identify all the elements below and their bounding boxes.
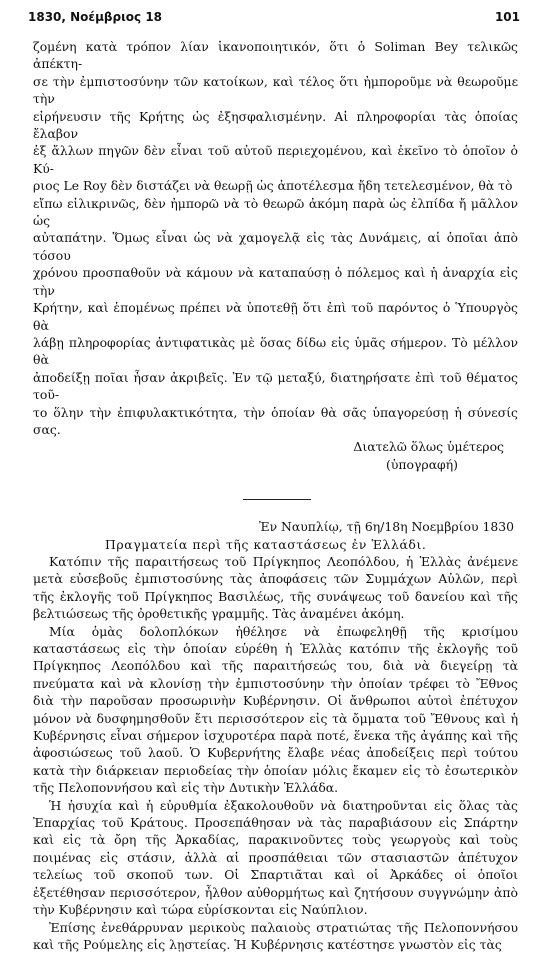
report-paragraph: Ἐπίσης ἐνεθάρρυναν μερικοὺς παλαιοὺς στρατιώτας τῆς Πελοποννήσου καὶ τῆς Ρούμελης εἰς λῃστείας. Ἡ Κυβέρνησις κατέστησε γνωστὸν εἰς τὰς xyxy=(33,919,518,953)
letter-line: σε τὴν ἐμπιστοσύνην τῶν κατοίκων, καὶ τέλος ὅτι ἠμποροῦμε νὰ θεωροῦμε τὴν xyxy=(33,73,518,108)
letter-line: το ὅλην τὴν ἐπιφυλακτικότητα, τὴν ὁποίαν θὰ σᾶς ὑπαγορεύσῃ ἡ σύνεσίς σας. xyxy=(33,404,518,439)
report-paragraph: Μία ὁμὰς δολοπλόκων ἠθέλησε νὰ ἐπωφεληθῇ τῆς κρισίμου καταστάσεως εἰς τὴν ὁποίαν εὑρέθη ἡ Ἑλλὰς κατόπιν τῆς ἐκλογῆς τοῦ Πρίγκηπος Λεοπόλδου καὶ τῆς παραιτήσεώς του, διὰ νὰ διεγείρῃ τὰ πνεύματα καὶ νὰ κλονίσῃ τὴν ἐμπιστοσύνην τὴν ὁποίαν τρέφει τὸ Ἔθνος διὰ τὴν παροῦσαν προσωρινὴν Κυβέρνησιν. Οἱ ἄνθρωποι αὐτοὶ ἐπέτυχον μόνον νὰ δυσφημησθοῦν ἔτι περισσότερον εἰς τὰ ὄμματα τοῦ Ἔθνους καὶ ἡ Κυβέρνησις εἶναι σήμερον ἰσχυροτέρα παρὰ ποτέ, ἕνεκα τῆς ἀγάπης καὶ τῆς ἀφοσιώσεως τοῦ λαοῦ. Ὁ Κυβερνήτης ἔλαβε νέας ἀποδείξεις περὶ τούτου κατὰ τὴν διάρκειαν περιοδείας τὴν ὁποίαν μόλις ἔκαμεν εἰς τὸ ἐσωτερικὸν τῆς Πελοποννήσου καὶ εἰς τὴν Δυτικὴν Ἑλλάδα. xyxy=(33,623,518,797)
letter-line: ἐξ ἄλλων πηγῶν δὲν εἶναι τοῦ αὐτοῦ περιεχομένου, καὶ ἐκεῖνο τὸ ὁποῖον ὁ Κύ- xyxy=(33,142,518,177)
letter-line: εἰρήνευσιν τῆς Κρήτης ὡς ἐξησφαλισμένην. Αἱ πληροφορίαι τὰς ὁποίας ἔλαβον xyxy=(33,108,518,143)
letter-line: ριος Le Roy δὲν διστάζει νὰ θεωρῇ ὡς ἀποτέλεσμα ἤδη τετελεσμένον, θὰ τὸ xyxy=(33,177,518,194)
letter-line: ἀποδείξῃ ποῖαι ἦσαν ἀκριβεῖς. Ἐν τῷ μεταξύ, διατηρήσατε ἐπὶ τοῦ θέματος τοῦ- xyxy=(33,369,518,404)
letter-line: εἴπω εἰλικρινῶς, δὲν ἠμπορῶ νὰ τὸ θεωρῶ ἀκόμη παρὰ ὡς ἐλπίδα ἤ μᾶλλον ὡς xyxy=(33,195,518,230)
report-section xyxy=(33,518,518,953)
letter-line: λάβῃ πληροφορίας ἀντιφατικὰς μὲ ὅσας δίδω εἰς ὑμᾶς σήμερον. Τὸ μέλλον θὰ xyxy=(33,334,518,369)
letter-closing: Διατελῶ ὅλως ὑμέτερος xyxy=(33,438,518,455)
report-paragraph: Ἡ ἡσυχία καὶ ἡ εὐρυθμία ἐξακολουθοῦν νὰ διατηροῦνται εἰς ὅλας τὰς Ἐπαρχίας τοῦ Κράτους. Προσεπάθησαν νὰ τὰς παραβιάσουν εἰς Σπάρτην καὶ εἰς τὰ ὄρη τῆς Ἀρκαδίας, παρακινοῦντες τοὺς γεωργοὺς καὶ τοὺς ποιμένας εἰς στάσιν, ἀλλὰ αἱ προσπάθειαι τῶν στασιαστῶν ἀπέτυχον τελείως τοῦ σκοποῦ των. Οἱ Σπαρτιᾶται καὶ οἱ Ἀρκάδες οἱ ὁποῖοι ἐξετέθησαν περισσότερον, ἦλθον αὐθορμήτως καὶ ζητήσουν συγγνώμην ἀπὸ τὴν Κυβέρνησιν καὶ τώρα εὑρίσκονται εἰς Ναύπλιον. xyxy=(33,797,518,919)
letter-signature: (ὑπογραφή) xyxy=(33,456,518,473)
report-subtitle: Πραγματεία περὶ τῆς καταστάσεως ἐν Ἑλλάδι. xyxy=(33,536,518,553)
letter-line: Κρήτην, καὶ ἑπομένως πρέπει νὰ ὑποτεθῇ ὅτι ἐπὶ τοῦ παρόντος ὁ Ὑπουργὸς θὰ xyxy=(33,299,518,334)
page-header xyxy=(28,10,520,30)
letter-line: ζομένη κατὰ τρόπον λίαν ἱκανοποιητικόν, ὅτι ὁ Soliman Bey τελικῶς ἀπέκτη- xyxy=(33,38,518,73)
section-divider xyxy=(243,499,311,500)
page-number: 101 xyxy=(495,10,520,24)
letter-line: αὐταπάτην. Ὅμως εἶναι ὡς νὰ χαμογελᾷ εἰς τὰς Δυνάμεις, αἱ ὁποῖαι ἀπὸ τόσου xyxy=(33,229,518,264)
letter-continuation xyxy=(33,38,518,473)
letter-line: χρόνου προσπαθοῦν νὰ κάμουν νὰ καταπαύσῃ ὁ πόλεμος καὶ ἡ ἀναρχία εἰς τὴν xyxy=(33,264,518,299)
report-dateline: Ἐν Ναυπλίῳ, τῇ 6η/18η Νοεμβρίου 1830 xyxy=(33,518,518,535)
report-paragraph: Κατόπιν τῆς παραιτήσεως τοῦ Πρίγκηπος Λεοπόλδου, ἡ Ἑλλὰς ἀνέμενε μετὰ εὐσεβοῦς ἐμπιστοσύνης τὰς ἀποφάσεις τῶν Συμμάχων Αὐλῶν, περὶ τῆς ἐκλογῆς τοῦ Πρίγκηπος Βασιλέως, τῆς συνάψεως τοῦ δανείου καὶ τῆς βελτιώσεως τῆς ὀροθετικῆς γραμμῆς. Τὰς ἀναμένει ἀκόμη. xyxy=(33,553,518,623)
page-body xyxy=(33,38,518,953)
header-date: 1830, Νοέμβριος 18 xyxy=(28,10,162,24)
